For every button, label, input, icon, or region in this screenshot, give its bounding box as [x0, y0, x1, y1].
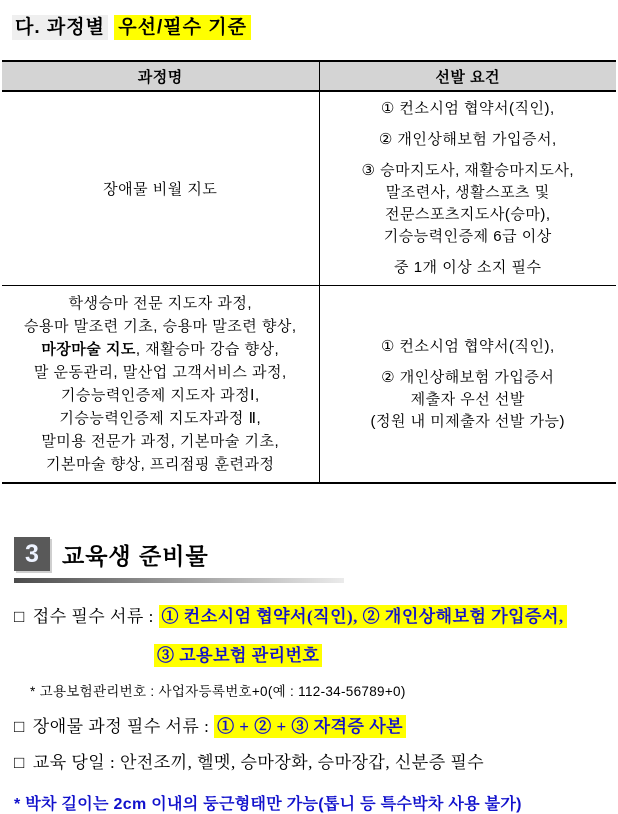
course-line: 기본마술 향상, 프리점핑 훈련과정 [45, 456, 275, 473]
course-line [6, 338, 315, 361]
course-line-rest: , 재활승마 강습 향상, [135, 341, 280, 358]
criteria-table [2, 60, 616, 484]
requirement-line: 중 1개 이상 소지 필수 [394, 259, 542, 276]
checklist-item-required-docs [14, 605, 618, 629]
requirement-line: 전문스포츠지도사(승마), [384, 206, 551, 223]
requirement-line: ② 개인상해보험 가입증서, [378, 131, 557, 148]
required-docs-highlight: ① 컨소시엄 협약서(직인), ② 개인상해보험 가입증서, [159, 605, 567, 628]
requirement-line: ③ 승마지도사, 재활승마지도사, [361, 162, 574, 179]
requirement-line: 제출자 우선 선발 [410, 390, 525, 408]
employment-insurance-highlight: ③ 고용보험 관리번호 [154, 644, 322, 667]
column-header-course: 과정명 [2, 61, 319, 91]
section-divider-rule [14, 578, 344, 583]
checkbox-bullet-icon: □ [14, 717, 25, 736]
course-cell: 장애물 비월 지도 [2, 91, 319, 286]
required-docs-highlight-continued [154, 641, 618, 666]
checklist-item-training-day [14, 751, 618, 775]
requirement-line: (정원 내 미제출자 선발 가능) [370, 412, 566, 430]
course-line: 학생승마 전문 지도자 과정, [68, 295, 253, 312]
requirement-line: 말조련사, 생활스포츠 및 [385, 184, 550, 201]
section-number-badge: 3 [14, 537, 50, 571]
requirement-line: ① 컨소시엄 협약서(직인), [380, 337, 555, 355]
requirement-line: ② 개인상해보험 가입증서 [381, 368, 555, 386]
certificate-copy-highlight: ① + ② + ③ 자격증 사본 [214, 715, 406, 738]
course-line: 승용마 말조련 기초, 승용마 말조련 향상, [23, 318, 297, 335]
checklist-item-label: 교육 당일 : 안전조끼, 헬멧, 승마장화, 승마장갑, 신분증 필수 [32, 753, 485, 772]
requirements-cell [319, 286, 616, 484]
requirements-cell [319, 91, 616, 286]
checklist-item-label: 접수 필수 서류 : [32, 607, 159, 626]
page-title-highlight: 우선/필수 기준 [114, 15, 251, 40]
course-line: 말 운동관리, 말산업 고객서비스 과정, [33, 364, 287, 381]
section-header [14, 537, 618, 571]
checkbox-bullet-icon: □ [14, 607, 25, 626]
requirement-line: 기승능력인증제 6급 이상 [383, 228, 552, 245]
checklist [14, 605, 618, 814]
checklist-item-obstacle-docs [14, 715, 618, 739]
course-name-emphasis: 마장마술 지도 [41, 341, 136, 358]
document-page [0, 12, 618, 813]
column-header-requirements: 선발 요건 [319, 61, 616, 91]
table-row [2, 91, 616, 286]
checklist-item-label: 장애물 과정 필수 서류 : [32, 717, 215, 736]
checkbox-bullet-icon: □ [14, 753, 25, 772]
spur-restriction-note: * 박차 길이는 2cm 이내의 둥근형태만 가능(톱니 등 특수박차 사용 불가) [14, 796, 522, 813]
page-title [12, 12, 618, 39]
requirement-line: ① 컨소시엄 협약서(직인), [380, 100, 555, 117]
page-title-prefix: 다. 과정별 [12, 15, 108, 40]
course-cell [2, 286, 319, 484]
course-line: 기승능력인증제 지도자 과정Ⅰ, [60, 387, 260, 404]
course-line: 기승능력인증제 지도자과정 Ⅱ, [59, 410, 262, 427]
table-row [2, 286, 616, 484]
insurance-number-note: * 고용보험관리번호 : 사업자등록번호+0(예 : 112-34-56789+0) [30, 684, 406, 699]
table-header-row [2, 61, 616, 91]
section-title: 교육생 준비물 [62, 542, 209, 569]
course-line: 말미용 전문가 과정, 기본마술 기초, [41, 433, 280, 450]
